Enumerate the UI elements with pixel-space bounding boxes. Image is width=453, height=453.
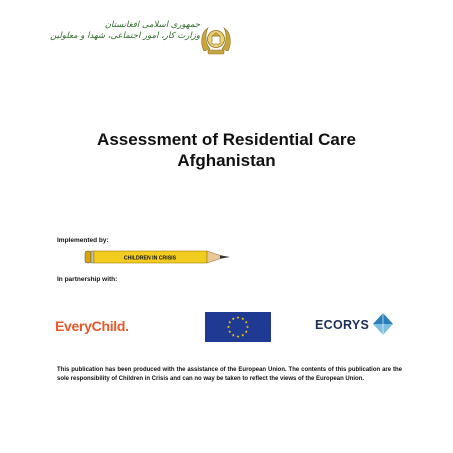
ministry-header-text	[50, 20, 200, 42]
eu-flag-icon	[205, 312, 271, 342]
afghanistan-emblem-icon	[199, 24, 233, 57]
ecorys-logo-text: ECORYS	[315, 318, 370, 332]
pencil-organization-text: CHILDREN IN CRISIS	[123, 255, 177, 262]
ministry-line-2: وزارت کار، امور اجتماعی، شهدا و معلولین	[50, 31, 200, 41]
implemented-by-label: Implemented by:	[57, 237, 109, 244]
everychild-logo: EveryChild.	[55, 318, 129, 334]
document-title	[30, 129, 423, 171]
partnership-label: In partnership with:	[57, 276, 118, 283]
pencil-logo-icon	[84, 248, 234, 266]
ministry-line-1: جمهوری اسلامی افغانستان	[104, 20, 200, 30]
eu-disclaimer: This publication has been produced with the assistance of the European Union. The contents of this publication are the sole responsibility of Children in Crisis and can no way be taken to reflect the views of the European Union.	[57, 367, 402, 382]
ecorys-pyramid-icon	[372, 312, 394, 336]
title-line-2: Afghanistan	[177, 151, 276, 170]
title-line-1: Assessment of Residential Care	[97, 130, 356, 149]
